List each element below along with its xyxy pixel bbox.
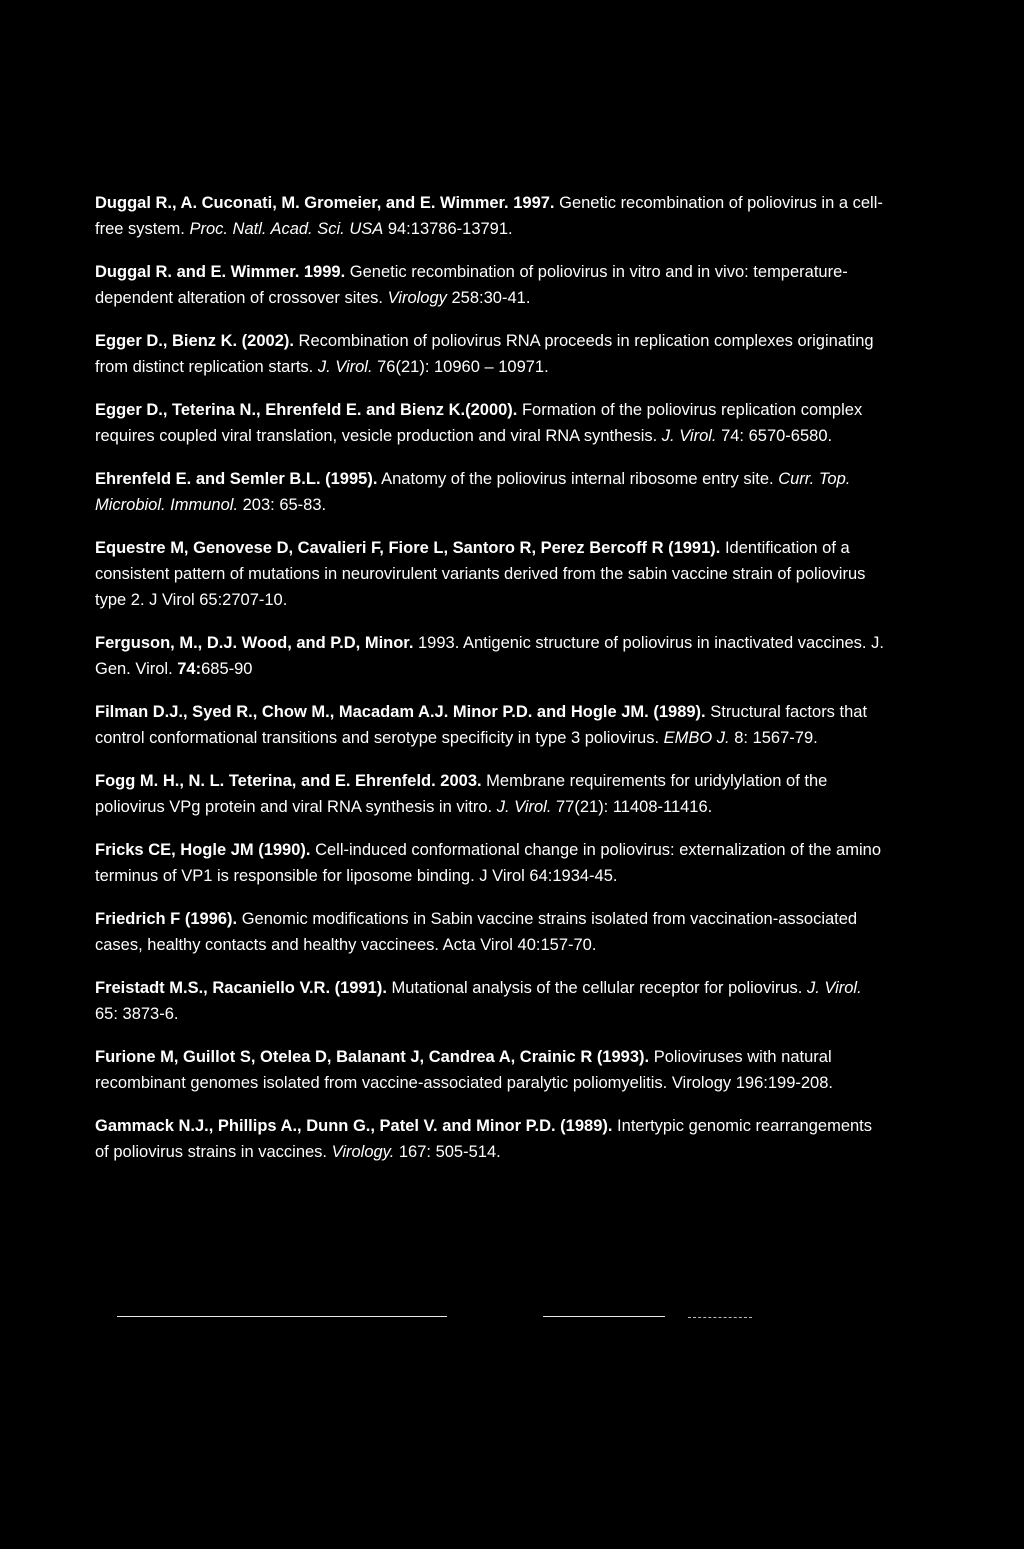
reference-entry [95, 837, 885, 889]
reference-authors: Furione M, Guillot S, Otelea D, Balanant J, Candrea A, Crainic R (1993). [95, 1048, 650, 1066]
reference-entry [95, 535, 885, 613]
reference-entry [95, 397, 885, 449]
reference-authors: Freistadt M.S., Racaniello V.R. (1991). [95, 979, 387, 997]
reference-entry [95, 1113, 885, 1165]
reference-title: Structural factors that control conformational transitions and serotype specificity in type 3 poliovirus. [95, 703, 868, 747]
reference-entry [95, 630, 885, 682]
reference-authors: Duggal R., A. Cuconati, M. Gromeier, and E. Wimmer. 1997. [95, 194, 555, 212]
reference-title: Formation of the poliovirus replication complex requires coupled viral translation, vesicle production and viral RNA synthesis. [95, 401, 863, 445]
reference-entry [95, 699, 885, 751]
reference-title: Recombination of poliovirus RNA proceeds in replication complexes originating from distinct replication starts. [95, 332, 874, 376]
reference-authors: Ehrenfeld E. and Semler B.L. (1995). [95, 470, 378, 488]
reference-entry [95, 975, 885, 1027]
reference-entry [95, 1044, 885, 1096]
reference-pages: 685-90 [201, 660, 253, 678]
reference-authors: Friedrich F (1996). [95, 910, 238, 928]
footer-rule-dashed [688, 1317, 752, 1318]
reference-authors: Egger D., Teterina N., Ehrenfeld E. and Bienz K.(2000). [95, 401, 518, 419]
reference-authors: Duggal R. and E. Wimmer. 1999. [95, 263, 346, 281]
reference-title: Genomic modifications in Sabin vaccine strains isolated from vaccination-associated cases, healthy contacts and healthy vaccinees. Acta Virol 40:157-70. [95, 910, 858, 954]
footer-rule [543, 1316, 665, 1317]
reference-journal: Proc. Natl. Acad. Sci. USA [189, 220, 384, 238]
reference-title: Genetic recombination of poliovirus in a cell-free system. [95, 194, 883, 238]
reference-title: Cell-induced conformational change in poliovirus: externalization of the amino terminus of VP1 is responsible for liposome binding. J Virol 64:1934-45. [95, 841, 881, 885]
reference-details: 94:13786-13791. [383, 220, 513, 238]
reference-entry [95, 259, 885, 311]
reference-title: Intertypic genomic rearrangements of poliovirus strains in vaccines. [95, 1117, 873, 1161]
reference-journal: EMBO J. [663, 729, 730, 747]
reference-title: 1993. Antigenic structure of poliovirus in inactivated vaccines. J. Gen. Virol. [95, 634, 884, 678]
reference-journal: J. Virol. [806, 979, 862, 997]
reference-details: 258:30-41. [446, 289, 531, 307]
reference-authors: Fogg M. H., N. L. Teterina, and E. Ehrenfeld. 2003. [95, 772, 482, 790]
reference-details: 74: 6570-6580. [716, 427, 833, 445]
reference-journal: J. Virol. [317, 358, 373, 376]
reference-journal: J. Virol. [661, 427, 717, 445]
reference-details: 8: 1567-79. [729, 729, 818, 747]
reference-entry [95, 466, 885, 518]
reference-title: Polioviruses with natural recombinant genomes isolated from vaccine-associated paralytic poliomyelitis. Virology 196:199-208. [95, 1048, 833, 1092]
reference-title: Anatomy of the poliovirus internal ribosome entry site. [377, 470, 779, 488]
reference-authors: Ferguson, M., D.J. Wood, and P.D, Minor. [95, 634, 414, 652]
reference-journal: Virology [387, 289, 447, 307]
reference-details: 76(21): 10960 – 10971. [372, 358, 549, 376]
reference-entry [95, 906, 885, 958]
reference-details: 65: 3873-6. [95, 1005, 179, 1023]
reference-title: Identification of a consistent pattern of mutations in neurovirulent variants derived from the sabin vaccine strain of poliovirus type 2. J Virol 65:2707-10. [95, 539, 866, 609]
reference-authors: Egger D., Bienz K. (2002). [95, 332, 294, 350]
reference-entry [95, 190, 885, 242]
reference-journal: Virology. [331, 1143, 395, 1161]
reference-journal: Curr. Top. Microbiol. Immunol. [95, 470, 851, 514]
reference-authors: Filman D.J., Syed R., Chow M., Macadam A.J. Minor P.D. and Hogle JM. (1989). [95, 703, 706, 721]
reference-details: 167: 505-514. [394, 1143, 501, 1161]
footer-rule [117, 1316, 447, 1317]
reference-volume: 74: [177, 660, 202, 678]
reference-list [95, 190, 885, 1182]
reference-authors: Fricks CE, Hogle JM (1990). [95, 841, 311, 859]
reference-details: 77(21): 11408-11416. [551, 798, 713, 816]
reference-title: Membrane requirements for uridylylation of the poliovirus VPg protein and viral RNA synthesis in vitro. [95, 772, 828, 816]
reference-authors: Equestre M, Genovese D, Cavalieri F, Fiore L, Santoro R, Perez Bercoff R (1991). [95, 539, 721, 557]
reference-journal: J. Virol. [496, 798, 552, 816]
reference-title: Mutational analysis of the cellular receptor for poliovirus. [386, 979, 807, 997]
reference-entry [95, 328, 885, 380]
reference-entry [95, 768, 885, 820]
reference-title: Genetic recombination of poliovirus in vitro and in vivo: temperature-dependent alteration of crossover sites. [95, 263, 848, 307]
reference-details: 203: 65-83. [238, 496, 327, 514]
reference-authors: Gammack N.J., Phillips A., Dunn G., Patel V. and Minor P.D. (1989). [95, 1117, 613, 1135]
